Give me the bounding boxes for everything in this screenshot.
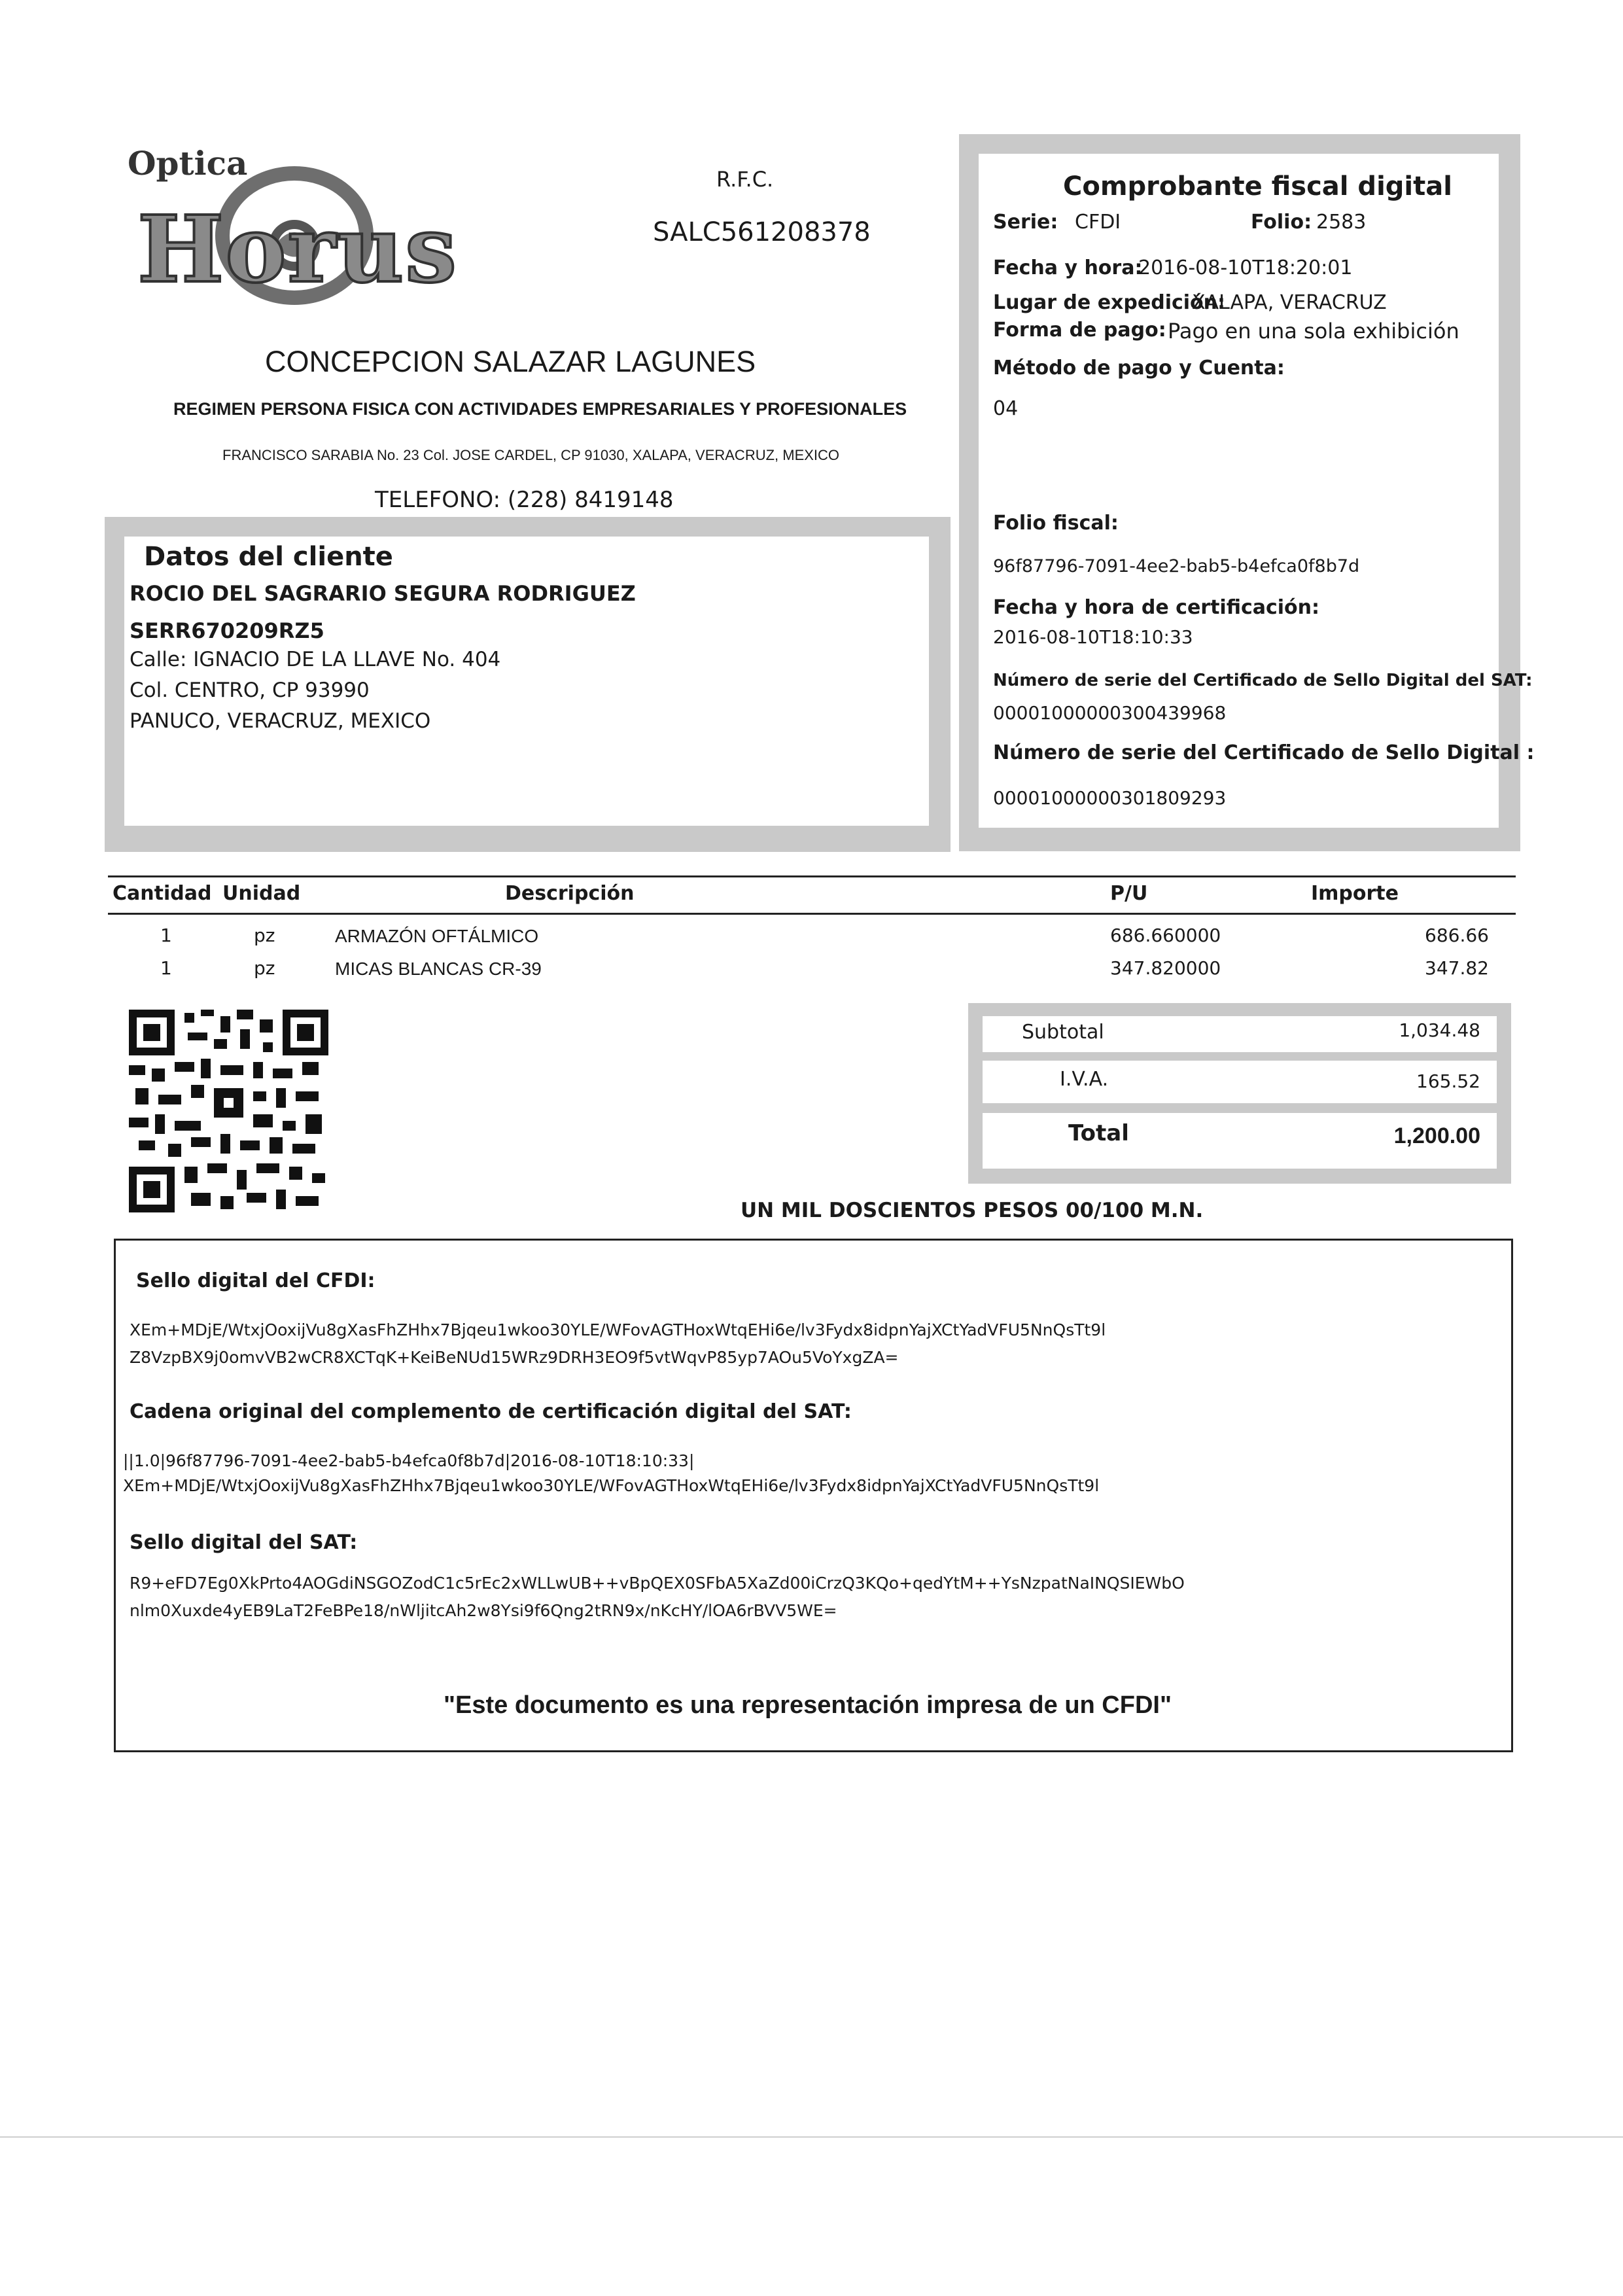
client-city: PANUCO, VERACRUZ, MEXICO bbox=[130, 709, 431, 733]
total-in-words: UN MIL DOSCIENTOS PESOS 00/100 M.N. bbox=[741, 1199, 1204, 1222]
metodo-value: 04 bbox=[993, 397, 1019, 420]
table-header-rule bbox=[108, 913, 1516, 915]
serie-value: CFDI bbox=[1075, 211, 1121, 234]
fecha-value: 2016-08-10T18:20:01 bbox=[1138, 256, 1353, 279]
forma-label: Forma de pago: bbox=[993, 319, 1166, 342]
lugar-label: Lugar de expedición: bbox=[993, 291, 1226, 314]
total-value: 1,200.00 bbox=[1393, 1123, 1480, 1148]
cfdi-seal-label: Sello digital del CFDI: bbox=[136, 1269, 375, 1292]
lugar-value: XALAPA, VERACRUZ bbox=[1192, 291, 1387, 314]
forma-value: Pago en una sola exhibición bbox=[1168, 319, 1459, 344]
sat-serie-value: 00001000000300439968 bbox=[993, 702, 1227, 724]
logo-optica: Optica bbox=[128, 144, 248, 183]
row-importe: 347.82 bbox=[1425, 957, 1489, 979]
client-colonia: Col. CENTRO, CP 93990 bbox=[130, 679, 370, 702]
cadena-line1: ||1.0|96f87796-7091-4ee2-bab5-b4efca0f8b7d|2016-08-10T18:10:33| bbox=[123, 1451, 695, 1470]
issuer-regime: REGIMEN PERSONA FISICA CON ACTIVIDADES EMPRESARIALES Y PROFESIONALES bbox=[173, 399, 907, 419]
subtotal-label: Subtotal bbox=[1022, 1021, 1104, 1044]
sat-seal-line1: R9+eFD7Eg0XkPrto4AOGdiNSGOZodC1c5rEc2xWLLwUB++vBpQEX0SFbA5XaZd00iCrzQ3KQo+qedYtM++YsNzpatNaINQSIEWbO bbox=[130, 1574, 1185, 1593]
cadena-line2: XEm+MDjE/WtxjOoxijVu8gXasFhZHhx7Bjqeu1wkoo30YLE/WFovAGTHoxWtqEHi6e/lv3Fydx8idpnYajXCtYadVFU5NnQsTt9l bbox=[123, 1476, 1100, 1495]
sat-seal-label: Sello digital del SAT: bbox=[130, 1531, 358, 1554]
folio-fiscal-value: 96f87796-7091-4ee2-bab5-b4efca0f8b7d bbox=[993, 556, 1360, 576]
serie-cert-label: Número de serie del Certificado de Sello Digital : bbox=[993, 741, 1535, 764]
cfdi-seal-line2: Z8VzpBX9j0omvVB2wCR8XCTqK+KeiBeNUd15WRz9DRH3EO9f5vtWqvP85yp7AOu5VoYxgZA= bbox=[130, 1348, 899, 1367]
row-cantidad: 1 bbox=[160, 957, 172, 979]
header-importe: Importe bbox=[1311, 882, 1399, 905]
row-unidad: pz bbox=[254, 957, 275, 979]
header-cantidad: Cantidad bbox=[113, 882, 212, 905]
client-name: ROCIO DEL SAGRARIO SEGURA RODRIGUEZ bbox=[130, 581, 636, 606]
issuer-name: CONCEPCION SALAZAR LAGUNES bbox=[265, 345, 756, 378]
header-descripcion: Descripción bbox=[505, 882, 635, 905]
header-pu: P/U bbox=[1110, 882, 1148, 905]
folio-label: Folio: bbox=[1251, 211, 1312, 234]
fecha-label: Fecha y hora: bbox=[993, 256, 1143, 279]
iva-label: I.V.A. bbox=[1060, 1068, 1109, 1091]
logo-horus: Horus bbox=[137, 196, 459, 304]
row-descripcion: MICAS BLANCAS CR-39 bbox=[335, 959, 542, 979]
row-importe: 686.66 bbox=[1425, 925, 1489, 946]
cfdi-footer-note: "Este documento es una representación impresa de un CFDI" bbox=[444, 1691, 1172, 1719]
fiscal-title: Comprobante fiscal digital bbox=[1063, 171, 1452, 202]
row-pu: 686.660000 bbox=[1110, 925, 1221, 946]
cadena-label: Cadena original del complemento de certificación digital del SAT: bbox=[130, 1400, 852, 1423]
table-top-rule bbox=[108, 875, 1516, 877]
cfdi-seal-line1: XEm+MDjE/WtxjOoxijVu8gXasFhZHhx7Bjqeu1wkoo30YLE/WFovAGTHoxWtqEHi6e/lv3Fydx8idpnYajXCtYadVFU5NnQsTt9l bbox=[130, 1320, 1106, 1339]
client-title: Datos del cliente bbox=[144, 542, 393, 572]
row-cantidad: 1 bbox=[160, 925, 172, 946]
serie-label: Serie: bbox=[993, 211, 1058, 234]
header-unidad: Unidad bbox=[222, 882, 301, 905]
subtotal-value: 1,034.48 bbox=[1399, 1019, 1480, 1041]
scan-edge bbox=[0, 2136, 1623, 2138]
issuer-rfc: SALC561208378 bbox=[653, 217, 871, 247]
sat-seal-line2: nlm0Xuxde4yEB9LaT2FeBPe18/nWljitcAh2w8Ysi9f6Qng2tRN9x/nKcHY/lOA6rBVV5WE= bbox=[130, 1601, 837, 1620]
row-descripcion: ARMAZÓN OFTÁLMICO bbox=[335, 926, 539, 946]
cert-fecha-label: Fecha y hora de certificación: bbox=[993, 596, 1320, 619]
issuer-rfc-label: R.F.C. bbox=[716, 167, 774, 192]
metodo-label: Método de pago y Cuenta: bbox=[993, 357, 1285, 380]
row-unidad: pz bbox=[254, 925, 275, 946]
cert-fecha-value: 2016-08-10T18:10:33 bbox=[993, 626, 1193, 648]
row-pu: 347.820000 bbox=[1110, 957, 1221, 979]
table-row bbox=[0, 925, 1623, 951]
qr-code bbox=[129, 1010, 328, 1212]
logo bbox=[118, 137, 458, 327]
folio-value: 2583 bbox=[1316, 211, 1367, 234]
client-rfc: SERR670209RZ5 bbox=[130, 618, 324, 643]
issuer-address: FRANCISCO SARABIA No. 23 Col. JOSE CARDEL, CP 91030, XALAPA, VERACRUZ, MEXICO bbox=[222, 447, 840, 463]
total-label: Total bbox=[1068, 1120, 1129, 1146]
issuer-phone: TELEFONO: (228) 8419148 bbox=[375, 487, 674, 513]
client-street: Calle: IGNACIO DE LA LLAVE No. 404 bbox=[130, 648, 501, 671]
sat-serie-label: Número de serie del Certificado de Sello Digital del SAT: bbox=[993, 671, 1533, 690]
folio-fiscal-label: Folio fiscal: bbox=[993, 512, 1119, 535]
serie-cert-value: 00001000000301809293 bbox=[993, 787, 1227, 809]
seals-box bbox=[114, 1239, 1513, 1752]
iva-value: 165.52 bbox=[1416, 1070, 1480, 1092]
table-row bbox=[0, 957, 1623, 983]
